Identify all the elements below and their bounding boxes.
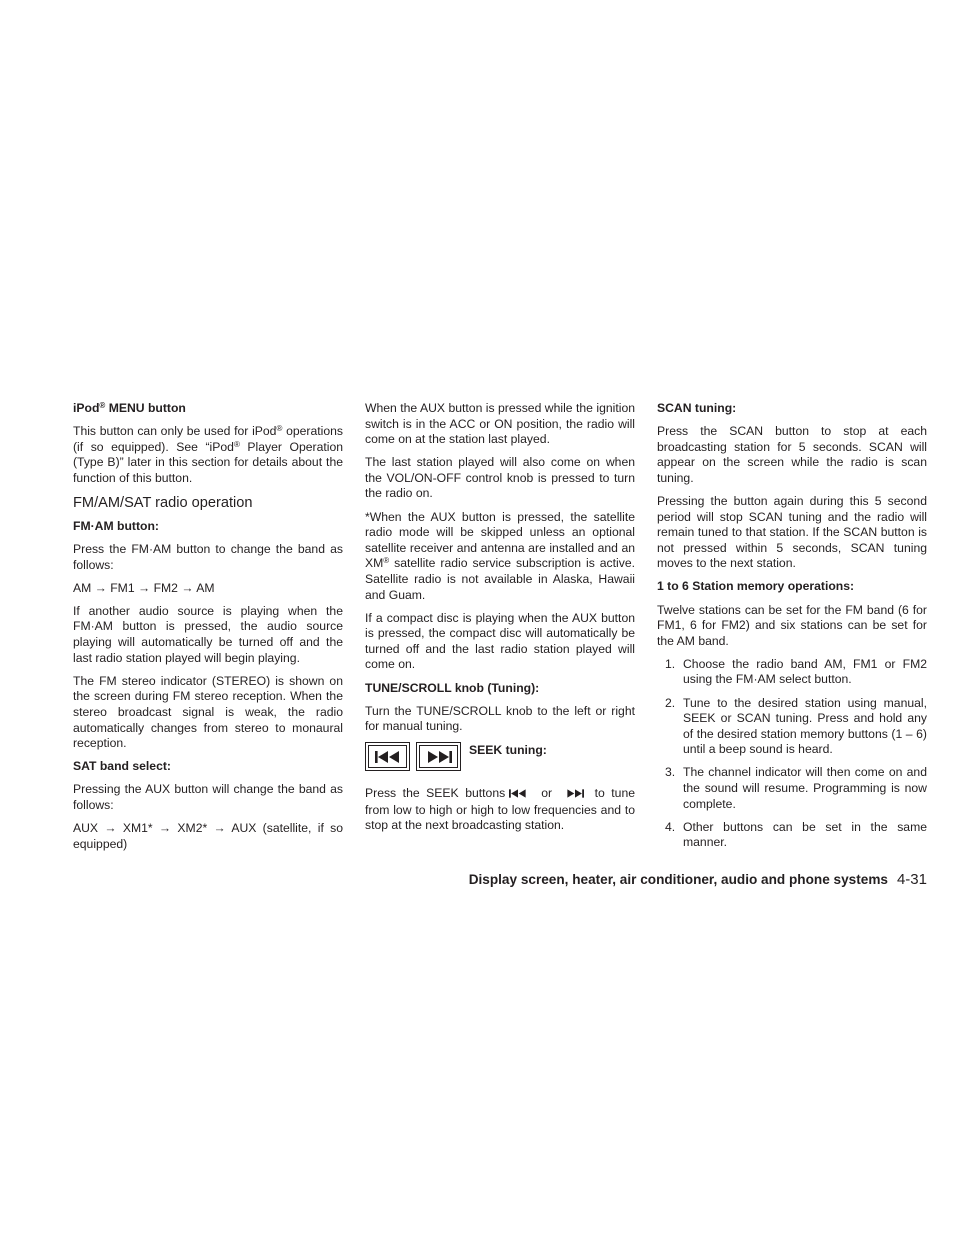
- fmam-sequence: AM → FM1 → FM2 → AM: [73, 580, 215, 595]
- seek-paragraph: Press the SEEK buttons or to tune from low to high or high to low frequencies and to stop at the next broadcasting station.: [365, 786, 636, 833]
- seek-buttons-illustration: [365, 742, 635, 774]
- column-left: [73, 401, 343, 860]
- fmam-paragraph-1: Press the FM·AM button to change the band as follows:: [73, 542, 343, 572]
- fmam-heading: FM·AM button:: [73, 518, 159, 533]
- skip-back-icon: [509, 787, 527, 803]
- memory-paragraph: Twelve stations can be set for the FM band (6 for FM1, 6 for FM2) and six stations can be set for the AM band.: [657, 602, 927, 648]
- ipod-menu-paragraph: This button can only be used for iPod® operations (if so equipped). See “iPod® Player Operation (Type B)” later in this section for details about the function of this button.: [73, 424, 343, 485]
- skip-forward-icon: [566, 787, 584, 803]
- seek-tuning-heading: SEEK tuning:: [469, 743, 547, 758]
- tune-paragraph: Turn the TUNE/SCROLL knob to the left or right for manual tuning.: [365, 703, 635, 734]
- ipod-menu-heading: iPod® MENU button: [73, 401, 186, 415]
- aux-paragraph-3: *When the AUX button is pressed, the satellite radio mode will be skipped unless an optional satellite receiver and antenna are installed and an XM® satellite radio service subscription is active. Satellite radio is not available in Alaska, Hawaii and Guam.: [365, 509, 635, 602]
- aux-paragraph-4: If a compact disc is playing when the AUX button is pressed, the compact disc will automatically be turned off and the last radio station played will come on.: [365, 610, 635, 672]
- tune-heading: TUNE/SCROLL knob (Tuning):: [365, 680, 540, 695]
- column-right: [657, 401, 927, 858]
- list-item: 4. Other buttons can be set in the same manner.: [665, 819, 927, 850]
- list-item: 3. The channel indicator will then come on and the sound will resume. Programming is now complete.: [665, 765, 927, 811]
- column-middle: [365, 401, 635, 842]
- page-number: 4-31: [896, 871, 927, 888]
- footer-section-title: Display screen, heater, air conditioner, audio and phone systems: [468, 872, 888, 887]
- scan-heading: SCAN tuning:: [657, 401, 737, 415]
- page-footer: [430, 871, 927, 889]
- sat-heading: SAT band select:: [73, 759, 171, 774]
- list-item: 1. Choose the radio band AM, FM1 or FM2 using the FM·AM select button.: [665, 656, 927, 687]
- aux-paragraph-1: When the AUX button is pressed while the ignition switch is in the ACC or ON position, the radio will come on at the station last played.: [365, 401, 635, 447]
- aux-paragraph-2: The last station played will also come on when the VOL/ON-OFF control knob is pressed to turn the radio on.: [365, 455, 635, 501]
- skip-back-icon: [365, 742, 410, 771]
- scan-paragraph-2: Pressing the button again during this 5 second period will stop SCAN tuning and the radio will remain tuned to that station. If the SCAN button is not pressed within 5 seconds, SCAN tuning moves to the next station.: [657, 493, 927, 571]
- section-title: FM/AM/SAT radio operation: [73, 494, 253, 511]
- skip-forward-icon: [416, 742, 461, 771]
- sat-paragraph-1: Pressing the AUX button will change the band as follows:: [73, 782, 343, 812]
- sat-sequence: AUX → XM1* → XM2* → AUX (satellite, if so equipped): [73, 820, 343, 851]
- list-item: 2. Tune to the desired station using manual, SEEK or SCAN tuning. Press and hold any of the desired station memory buttons (1 – 6) until a beep sound is heard.: [665, 695, 927, 757]
- memory-steps-list: [657, 657, 927, 851]
- fmam-paragraph-3: The FM stereo indicator (STEREO) is shown on the screen during FM stereo reception. When the stereo broadcast signal is weak, the radio automatically changes from stereo to monaural reception.: [73, 673, 343, 751]
- scan-paragraph-1: Press the SCAN button to stop at each broadcasting station for 5 seconds. SCAN will appear on the screen while the radio is scan tuning.: [657, 424, 927, 485]
- memory-heading: 1 to 6 Station memory operations:: [657, 579, 855, 594]
- fmam-paragraph-2: If another audio source is playing when the FM·AM button is pressed, the audio source playing will automatically be turned off and the last radio station played will begin playing.: [73, 603, 343, 665]
